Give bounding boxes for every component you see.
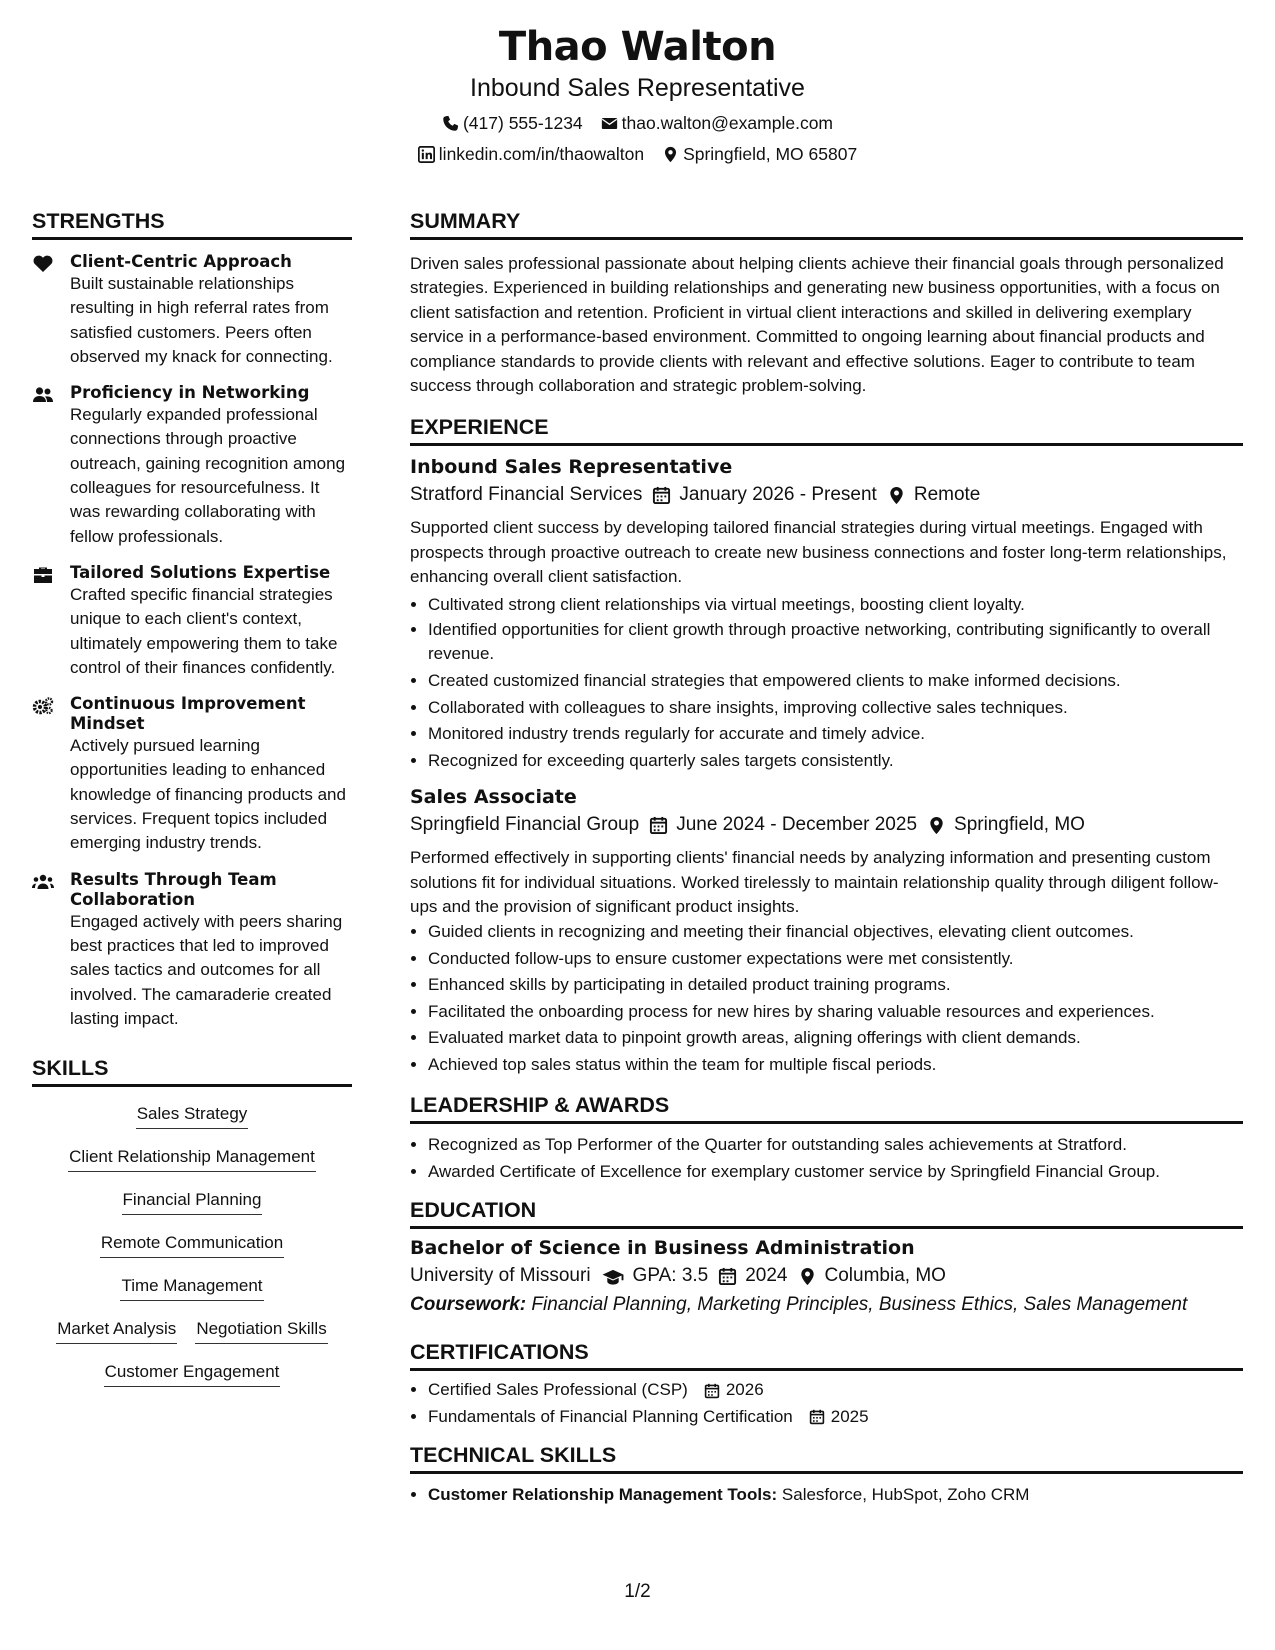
page-number: 1/2 (624, 1581, 651, 1602)
linkedin-contact[interactable] (418, 139, 644, 170)
calendar-icon (718, 1267, 737, 1286)
list-item: • Facilitated the onboarding process for new hires by sharing valuable resources and experiences. (428, 999, 1243, 1026)
job-dates: January 2026 - Present (679, 484, 877, 506)
list-item: • Achieved top sales status within the team for multiple fiscal periods. (428, 1052, 1243, 1079)
skills-list (32, 1103, 352, 1387)
tech-label: Customer Relationship Management Tools: (428, 1485, 778, 1505)
summary-text: Driven sales professional passionate about helping clients achieve their financial goals through personalized strategies. Experienced in building relationships and generating new business opportunities, with a focus on client satisfaction and retention. Proficient in virtual client interactions and skilled in delivering exemplary service in a performance-based environment. Committed to ongoing learning about financial products and compliance standards to provide clients with relevant and effective solutions. Eager to contribute to team success through collaboration and strategic problem-solving. (410, 254, 1224, 396)
job-bullets (410, 919, 1243, 1078)
job-bullets (410, 592, 1243, 775)
strength-text: Crafted specific financial strategies unique to each client's context, ultimately empowering them to take control of their finances confidently. (70, 584, 338, 677)
skill-tag: Time Management (120, 1275, 263, 1301)
list-item: • Enhanced skills by participating in detailed product training programs. (428, 972, 1243, 999)
linkedin-text: linkedin.com/in/thaowalton (438, 144, 645, 164)
left-column (32, 206, 352, 1404)
list-item (428, 1377, 1243, 1404)
technical-skills-heading: TECHNICAL SKILLS (410, 1440, 1243, 1474)
graduation-cap-icon (601, 1267, 625, 1286)
strength-item (32, 383, 352, 549)
list-item: • Recognized as Top Performer of the Quarter for outstanding sales achievements at Stratford. (428, 1132, 1243, 1159)
job-location: Remote (913, 484, 981, 506)
strength-item (32, 870, 352, 1031)
strength-text: Built sustainable relationships resulting in high referral rates from satisfied customers. Peers often observed my knack for connecting. (70, 274, 333, 366)
job-title: Sales Associate (410, 786, 577, 809)
linkedin-icon (418, 146, 435, 163)
strength-text: Engaged actively with peers sharing best practices that led to improved sales tactics and outcomes for all involved. The camaraderie created lasting impact. (70, 911, 343, 1028)
leadership-heading: LEADERSHIP & AWARDS (410, 1090, 1243, 1124)
coursework (410, 1291, 1243, 1319)
cert-name: • Fundamentals of Financial Planning Certification (428, 1406, 793, 1426)
leadership-list (410, 1132, 1243, 1185)
calendar-icon (652, 486, 671, 505)
list-item: • Monitored industry trends regularly for accurate and timely advice. (428, 721, 1243, 748)
cert-year: 2025 (830, 1406, 869, 1426)
strength-title: Tailored Solutions Expertise (70, 562, 331, 582)
job-description: Supported client success by developing tailored financial strategies during virtual meetings. Engaged with prospects through proactive outreach to create new business connections and foster long-term relationships, enhancing overall client satisfaction. (410, 518, 1227, 587)
school-location: Columbia, MO (824, 1265, 946, 1287)
location-contact (662, 139, 857, 170)
strength-item (32, 252, 352, 369)
map-pin-icon (798, 1267, 817, 1286)
strength-item (32, 694, 352, 855)
strength-title: Proficiency in Networking (70, 383, 310, 403)
skills-heading: SKILLS (32, 1053, 352, 1087)
candidate-name: Thao Walton (498, 24, 777, 70)
cert-year: 2026 (725, 1380, 764, 1400)
strength-title: Client-Centric Approach (70, 252, 292, 271)
calendar-icon (704, 1383, 720, 1399)
map-pin-icon (887, 486, 906, 505)
list-item (428, 1482, 1243, 1509)
degree-title: Bachelor of Science in Business Administration (410, 1237, 915, 1260)
list-item (428, 1404, 1243, 1431)
location-text: Springfield, MO 65807 (683, 144, 858, 164)
phone-text: (417) 555-1234 (462, 113, 583, 133)
job-title: Inbound Sales Representative (410, 456, 733, 479)
skill-tag: Sales Strategy (136, 1103, 249, 1129)
candidate-title: Inbound Sales Representative (470, 74, 805, 102)
experience-heading: EXPERIENCE (410, 412, 1243, 446)
technical-skills-list (410, 1482, 1243, 1509)
users-icon (32, 386, 54, 404)
phone-contact[interactable] (442, 108, 583, 139)
education-heading: EDUCATION (410, 1195, 1243, 1229)
coursework-label: Coursework: (410, 1294, 527, 1316)
strengths-heading: STRENGTHS (32, 206, 352, 240)
job-company: Springfield Financial Group (410, 814, 640, 836)
certifications-list (410, 1377, 1243, 1430)
calendar-icon (809, 1409, 825, 1425)
certifications-heading: CERTIFICATIONS (410, 1337, 1243, 1371)
briefcase-icon (32, 566, 54, 584)
job-location: Springfield, MO (954, 814, 1085, 836)
tech-value: Salesforce, HubSpot, Zoho CRM (781, 1485, 1030, 1505)
coursework-text: Financial Planning, Marketing Principles, Business Ethics, Sales Management (531, 1294, 1188, 1316)
email-text: thao.walton@example.com (621, 113, 833, 133)
calendar-icon (649, 816, 668, 835)
team-icon (32, 873, 54, 891)
resume-header (0, 22, 1275, 170)
job-dates: June 2024 - December 2025 (676, 814, 918, 836)
strength-title: Continuous Improvement Mindset (70, 694, 306, 734)
list-item: • Collaborated with colleagues to share insights, improving collective sales techniques. (428, 695, 1243, 722)
job-entry (410, 784, 1243, 1078)
job-company: Stratford Financial Services (410, 484, 643, 506)
graduation-year: 2024 (745, 1265, 788, 1287)
school-name: University of Missouri (410, 1265, 591, 1287)
skill-tag: Remote Communication (100, 1232, 284, 1258)
strength-title: Results Through Team Collaboration (70, 869, 277, 909)
strength-text: Actively pursued learning opportunities leading to enhanced knowledge of financing products and services. Frequent topics included emerging industry trends. (70, 736, 346, 853)
map-pin-icon (927, 816, 946, 835)
list-item: • Awarded Certificate of Excellence for exemplary customer service by Springfield Financial Group. (428, 1159, 1243, 1186)
list-item: • Guided clients in recognizing and meeting their financial objectives, elevating client outcomes. (428, 919, 1243, 946)
envelope-icon (601, 115, 618, 132)
list-item: • Recognized for exceeding quarterly sales targets consistently. (428, 748, 1243, 775)
cert-name: • Certified Sales Professional (CSP) (428, 1380, 688, 1400)
list-item: • Evaluated market data to pinpoint growth areas, aligning offerings with client demands. (428, 1025, 1243, 1052)
heart-icon (32, 255, 54, 273)
phone-icon (442, 115, 459, 132)
list-item: • Identified opportunities for client growth through proactive networking, contributing significantly to overall revenue. (428, 618, 1243, 668)
list-item: • Cultivated strong client relationships via virtual meetings, boosting client loyalty. (428, 592, 1243, 619)
strength-text: Regularly expanded professional connections through proactive outreach, gaining recognition among colleagues for resourcefulness. It was rewarding collaborating with fellow professionals. (70, 405, 346, 546)
skill-tag: Negotiation Skills (195, 1318, 327, 1344)
skill-tag: Market Analysis (56, 1318, 177, 1344)
list-item: • Conducted follow-ups to ensure customer expectations were met consistently. (428, 946, 1243, 973)
skill-tag: Financial Planning (122, 1189, 263, 1215)
skill-tag: Client Relationship Management (68, 1146, 316, 1172)
skill-tag: Customer Engagement (104, 1361, 281, 1387)
email-contact[interactable] (601, 108, 833, 139)
job-entry (410, 454, 1243, 774)
map-pin-icon (662, 146, 679, 163)
gpa-text: GPA: 3.5 (632, 1265, 709, 1287)
list-item: • Created customized financial strategies that empowered clients to make informed decisions. (428, 668, 1243, 695)
gears-icon (32, 697, 54, 715)
right-column (410, 206, 1243, 1509)
job-description: Performed effectively in supporting clients' financial needs by analyzing information and presenting custom solutions fit for individual situations. Worked tirelessly to maintain relationship quality through diligent follow-ups and the provision of significant product insights. (410, 848, 1219, 916)
summary-heading: SUMMARY (410, 206, 1243, 240)
strength-item (32, 563, 352, 680)
